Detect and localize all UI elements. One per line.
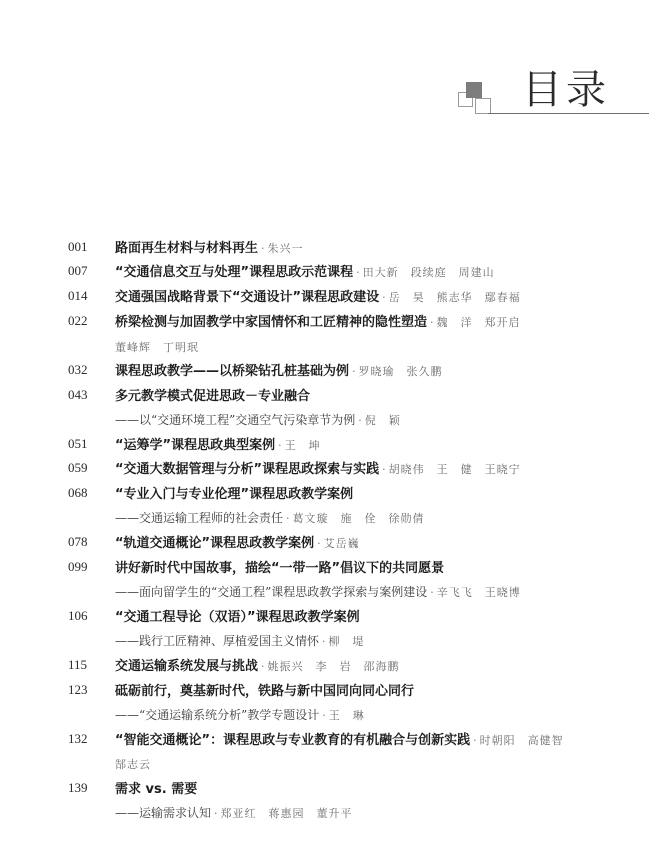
- entry-title: 课程思政教学——以桥梁钻孔桩基础为例: [115, 364, 350, 379]
- entry-line: 课程思政教学——以桥梁钻孔桩基础为例 · 罗晓瑜 张久鹏: [115, 364, 443, 379]
- entry-subtitle: ——交通运输工程师的社会责任: [115, 511, 284, 525]
- entry-line: “交通信息交互与处理”课程思政示范课程 · 田大新 段续庭 周建山: [115, 265, 495, 280]
- entry-title: 砥砺前行，奠基新时代，铁路与新中国同向同心同行: [115, 684, 415, 699]
- page-number: 007: [68, 263, 88, 278]
- entry-line: [115, 555, 628, 581]
- entry-subtitle-line: ——“交通运输系统分析”教学专题设计 · 王 琳: [115, 708, 365, 722]
- entry-line: [115, 383, 628, 409]
- entry-line: 交通运输系统发展与挑战 · 姚振兴 李 岩 邵海鹏: [115, 659, 400, 674]
- page-number: 123: [68, 682, 88, 697]
- entry-line: “智能交通概论”：课程思政与专业教育的有机融合与创新实践 · 时朝阳 高健智: [115, 733, 564, 748]
- entry-line: [115, 678, 628, 704]
- entry-line: 交通强国战略背景下“交通设计”课程思政建设 · 岳 昊 熊志华 鄢春福: [115, 290, 521, 305]
- entry-subtitle: ——运输需求认知: [115, 806, 212, 820]
- entry-subtitle: ——以“交通环境工程”交通空气污染章节为例: [115, 413, 356, 427]
- entry-subtitle: ——践行工匠精神、厚植爱国主义情怀: [115, 634, 320, 648]
- entry-authors: 倪 颖: [364, 414, 401, 427]
- entry-authors: 罗晓瑜 张久鹏: [358, 365, 443, 378]
- entry-subtitle-line: ——面向留学生的“交通工程”课程思政教学探索与案例建设 · 辛飞飞 王晓博: [115, 585, 521, 599]
- entry-title: 交通强国战略背景下“交通设计”课程思政建设: [115, 290, 380, 305]
- entry-title: “交通信息交互与处理”课程思政示范课程: [115, 265, 354, 280]
- entry-line: “交通大数据管理与分析”课程思政探索与实践 · 胡晓伟 王 健 王晓宁: [115, 462, 521, 477]
- entry-subtitle: ——“交通运输系统分析”教学专题设计: [115, 708, 320, 722]
- page-number: 115: [68, 657, 88, 672]
- entry-subtitle: ——面向留学生的“交通工程”课程思政教学探索与案例建设: [115, 585, 428, 599]
- entry-title: 交通运输系统发展与挑战: [115, 659, 259, 674]
- entry-line: “轨道交通概论”课程思政教学案例 · 艾岳巍: [115, 536, 360, 551]
- entry-authors: 魏 洋 郑开启: [436, 316, 521, 329]
- entry-authors: 田大新 段续庭 周建山: [362, 266, 495, 279]
- entry-title: 需求 vs. 需要: [115, 782, 198, 797]
- entry-authors: 辛飞飞 王晓博: [436, 586, 521, 599]
- entry-title: 讲好新时代中国故事，描绘“一带一路”倡议下的共同愿景: [115, 561, 445, 576]
- entry-authors: 时朝阳 高健智: [479, 734, 564, 747]
- entry-authors-continued: 郜志云: [115, 758, 151, 771]
- entry-title: “轨道交通概论”课程思政教学案例: [115, 536, 315, 551]
- entry-title: 路面再生材料与材料再生: [115, 241, 259, 256]
- page-number: 132: [68, 731, 88, 746]
- entry-title: 桥梁检测与加固教学中家国情怀和工匠精神的隐性塑造: [115, 315, 428, 330]
- page-number: 022: [68, 313, 88, 328]
- entry-title: “交通工程导论（双语）”课程思政教学案例: [115, 610, 360, 625]
- entry-title: “专业入门与专业伦理”课程思政教学案例: [115, 487, 354, 502]
- entry-line: 路面再生材料与材料再生 · 朱兴一: [115, 241, 304, 256]
- page-number: 059: [68, 460, 88, 475]
- entry-line-continued: [115, 334, 628, 360]
- entry-authors: 柳 堤: [328, 635, 365, 648]
- page-number: 068: [68, 485, 88, 500]
- entry-subtitle-line: ——践行工匠精神、厚植爱国主义情怀 · 柳 堤: [115, 634, 365, 648]
- entry-authors: 岳 昊 熊志华 鄢春福: [388, 291, 521, 304]
- page-number: 014: [68, 288, 88, 303]
- entry-subtitle-line: ——交通运输工程师的社会责任 · 葛文璇 施 佺 徐勋倩: [115, 511, 425, 525]
- entry-line: “运筹学”课程思政典型案例 · 王 坤: [115, 438, 321, 453]
- entry-authors: 王 琳: [328, 709, 365, 722]
- entry-line: 桥梁检测与加固教学中家国情怀和工匠精神的隐性塑造 · 魏 洋 郑开启: [115, 315, 521, 330]
- entry-authors: 朱兴一: [267, 242, 304, 255]
- page-title: 目录: [522, 67, 610, 113]
- entry-subtitle-line: ——以“交通环境工程”交通空气污染章节为例 · 倪 颖: [115, 413, 401, 427]
- entry-authors: 郑亚红 蒋惠园 董升平: [220, 807, 353, 820]
- entry-title: 多元教学模式促进思政－专业融合: [115, 389, 311, 404]
- page-number: 032: [68, 362, 88, 377]
- page-number: 078: [68, 534, 88, 549]
- page-number: 001: [68, 239, 88, 254]
- entry-title: “交通大数据管理与分析”课程思政探索与实践: [115, 462, 380, 477]
- entry-authors: 胡晓伟 王 健 王晓宁: [388, 463, 521, 476]
- entry-line-continued: [115, 751, 628, 777]
- entry-authors: 艾岳巍: [323, 537, 360, 550]
- page-number: 106: [68, 608, 88, 623]
- entry-authors-continued: 董峰辉 丁明珉: [115, 341, 199, 354]
- page-number: 099: [68, 559, 88, 574]
- entry-authors: 姚振兴 李 岩 邵海鹏: [267, 660, 400, 673]
- entry-subtitle-line: ——运输需求认知 · 郑亚红 蒋惠园 董升平: [115, 806, 353, 820]
- entry-title: “智能交通概论”：课程思政与专业教育的有机融合与创新实践: [115, 733, 471, 748]
- entry-line: [115, 776, 628, 802]
- page-number: 139: [68, 780, 88, 795]
- entry-line: [115, 604, 628, 630]
- entry-line: [115, 481, 628, 507]
- page-number: 051: [68, 436, 88, 451]
- entry-authors: 葛文璇 施 佺 徐勋倩: [292, 512, 425, 525]
- entry-title: “运筹学”课程思政典型案例: [115, 438, 276, 453]
- page-number: 043: [68, 387, 88, 402]
- entry-authors: 王 坤: [284, 439, 321, 452]
